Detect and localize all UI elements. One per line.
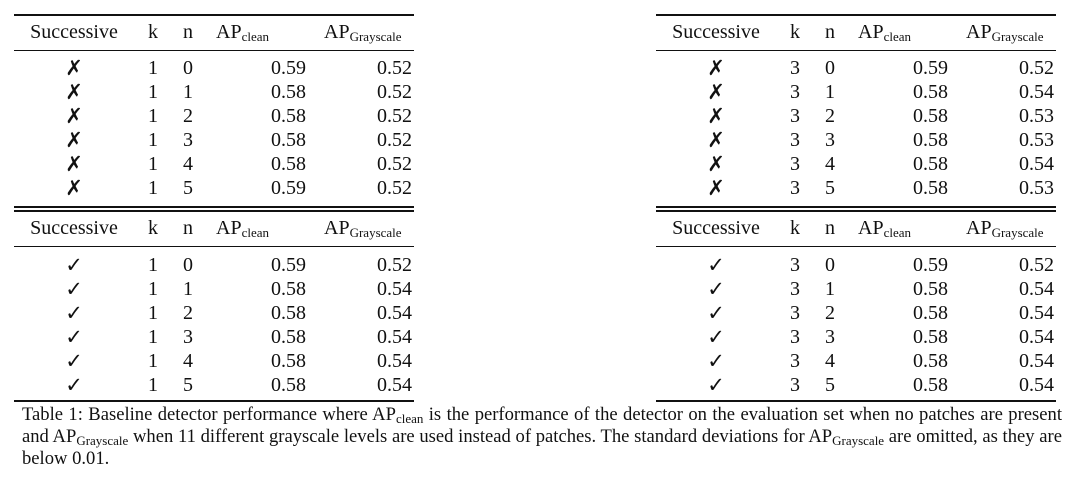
header-row bbox=[656, 216, 1056, 240]
col-ap-clean-header: $AP_{clean}$ bbox=[216, 217, 269, 240]
cell-k: 1 bbox=[148, 326, 158, 348]
cell-ap-clean: 0.58 bbox=[271, 350, 306, 372]
col-ap-grayscale-header: $AP_{Grayscale}$ bbox=[966, 217, 1044, 240]
double-rule-top bbox=[656, 206, 1056, 208]
col-ap-clean-header: $AP_{clean}$ bbox=[216, 21, 269, 44]
col-ap-grayscale-header: $AP_{Grayscale}$ bbox=[324, 21, 402, 44]
cell-k: 1 bbox=[148, 57, 158, 79]
cell-ap-grayscale: 0.54 bbox=[1019, 278, 1054, 300]
cell-ap-clean: 0.58 bbox=[913, 177, 948, 199]
table-caption: Table 1: Baseline detector performance where $AP_{clean}$ is the performance of the detector on the evaluation set when no patches are present and $AP_{Grayscale}$ when 11 different grayscale levels are used instead of patches. The standard deviations for $AP_{Grayscale}$ are omitted, as they are below 0.01. bbox=[22, 404, 1062, 469]
cell-ap-clean: 0.58 bbox=[271, 129, 306, 151]
cell-ap-grayscale: 0.54 bbox=[1019, 326, 1054, 348]
col-k-header: k bbox=[148, 21, 158, 43]
cell-k: 1 bbox=[148, 302, 158, 324]
table-row bbox=[656, 253, 1056, 277]
double-rule-bottom bbox=[656, 210, 1056, 212]
cell-k: 1 bbox=[148, 278, 158, 300]
header-row bbox=[656, 20, 1056, 44]
cell-n: 4 bbox=[183, 350, 193, 372]
col-successive-header: Successive bbox=[30, 21, 118, 43]
cell-ap-grayscale: 0.52 bbox=[377, 81, 412, 103]
table-row bbox=[656, 176, 1056, 200]
table-row bbox=[14, 152, 414, 176]
cell-k: 1 bbox=[148, 350, 158, 372]
cell-k: 1 bbox=[148, 129, 158, 151]
double-rule-bottom bbox=[14, 210, 414, 212]
cell-ap-grayscale: 0.54 bbox=[1019, 81, 1054, 103]
cell-ap-grayscale: 0.54 bbox=[1019, 350, 1054, 372]
cell-k: 3 bbox=[790, 105, 800, 127]
cross-icon: ✗ bbox=[65, 128, 83, 152]
table-row bbox=[14, 373, 414, 397]
cell-k: 3 bbox=[790, 278, 800, 300]
cell-ap-clean: 0.58 bbox=[271, 278, 306, 300]
cell-ap-clean: 0.58 bbox=[913, 350, 948, 372]
cell-ap-grayscale: 0.54 bbox=[377, 350, 412, 372]
table-row bbox=[14, 325, 414, 349]
col-k-header: k bbox=[790, 21, 800, 43]
cell-ap-clean: 0.59 bbox=[271, 254, 306, 276]
table-row bbox=[656, 80, 1056, 104]
cell-ap-clean: 0.58 bbox=[271, 153, 306, 175]
cell-k: 1 bbox=[148, 254, 158, 276]
cell-n: 3 bbox=[183, 129, 193, 151]
cell-ap-clean: 0.58 bbox=[271, 326, 306, 348]
table-row bbox=[656, 373, 1056, 397]
cell-ap-grayscale: 0.52 bbox=[377, 105, 412, 127]
bottom-rule bbox=[656, 400, 1056, 402]
cell-k: 1 bbox=[148, 105, 158, 127]
table-row bbox=[656, 152, 1056, 176]
cell-ap-grayscale: 0.52 bbox=[377, 57, 412, 79]
check-icon: ✓ bbox=[65, 277, 83, 301]
cross-icon: ✗ bbox=[707, 104, 725, 128]
cell-n: 1 bbox=[183, 278, 193, 300]
cell-n: 3 bbox=[183, 326, 193, 348]
cell-ap-grayscale: 0.52 bbox=[1019, 254, 1054, 276]
cross-icon: ✗ bbox=[707, 152, 725, 176]
table-row bbox=[656, 56, 1056, 80]
table-row bbox=[14, 128, 414, 152]
col-successive-header: Successive bbox=[672, 217, 760, 239]
cross-icon: ✗ bbox=[707, 176, 725, 200]
table-row bbox=[14, 104, 414, 128]
cell-ap-grayscale: 0.54 bbox=[1019, 374, 1054, 396]
cell-ap-grayscale: 0.52 bbox=[1019, 57, 1054, 79]
cell-k: 3 bbox=[790, 177, 800, 199]
header-row bbox=[14, 216, 414, 240]
table-row bbox=[14, 277, 414, 301]
cell-ap-clean: 0.58 bbox=[271, 105, 306, 127]
cell-ap-clean: 0.58 bbox=[913, 302, 948, 324]
cell-ap-grayscale: 0.52 bbox=[377, 254, 412, 276]
cell-k: 3 bbox=[790, 350, 800, 372]
cell-ap-grayscale: 0.54 bbox=[377, 326, 412, 348]
cell-k: 1 bbox=[148, 374, 158, 396]
col-successive-header: Successive bbox=[672, 21, 760, 43]
check-icon: ✓ bbox=[707, 349, 725, 373]
cell-n: 3 bbox=[825, 326, 835, 348]
cell-n: 5 bbox=[825, 374, 835, 396]
cell-n: 2 bbox=[183, 105, 193, 127]
cell-n: 5 bbox=[183, 374, 193, 396]
cell-n: 0 bbox=[183, 57, 193, 79]
cell-k: 3 bbox=[790, 326, 800, 348]
cell-n: 2 bbox=[183, 302, 193, 324]
col-ap-grayscale-header: $AP_{Grayscale}$ bbox=[324, 217, 402, 240]
cell-ap-clean: 0.58 bbox=[271, 374, 306, 396]
cell-ap-grayscale: 0.54 bbox=[1019, 153, 1054, 175]
table-row bbox=[14, 56, 414, 80]
cell-ap-clean: 0.59 bbox=[271, 57, 306, 79]
cell-k: 3 bbox=[790, 129, 800, 151]
cell-ap-clean: 0.59 bbox=[913, 57, 948, 79]
mid-rule bbox=[14, 246, 414, 247]
table-row bbox=[656, 128, 1056, 152]
col-k-header: k bbox=[148, 217, 158, 239]
cell-ap-clean: 0.58 bbox=[913, 129, 948, 151]
cross-icon: ✗ bbox=[65, 152, 83, 176]
cell-ap-grayscale: 0.54 bbox=[377, 278, 412, 300]
cell-n: 1 bbox=[183, 81, 193, 103]
cell-ap-grayscale: 0.54 bbox=[377, 374, 412, 396]
mid-rule bbox=[656, 246, 1056, 247]
table-row bbox=[14, 80, 414, 104]
cell-k: 3 bbox=[790, 302, 800, 324]
cell-ap-clean: 0.58 bbox=[271, 302, 306, 324]
col-n-header: n bbox=[183, 217, 193, 239]
cell-n: 2 bbox=[825, 302, 835, 324]
cell-k: 3 bbox=[790, 57, 800, 79]
cell-ap-grayscale: 0.52 bbox=[377, 153, 412, 175]
bottom-rule bbox=[14, 400, 414, 402]
cell-k: 3 bbox=[790, 81, 800, 103]
table-row bbox=[656, 349, 1056, 373]
cell-ap-grayscale: 0.53 bbox=[1019, 129, 1054, 151]
cell-k: 1 bbox=[148, 81, 158, 103]
check-icon: ✓ bbox=[65, 253, 83, 277]
cell-n: 4 bbox=[825, 350, 835, 372]
col-k-header: k bbox=[790, 217, 800, 239]
cell-n: 3 bbox=[825, 129, 835, 151]
check-icon: ✓ bbox=[707, 373, 725, 397]
cell-ap-grayscale: 0.52 bbox=[377, 177, 412, 199]
cell-ap-clean: 0.58 bbox=[913, 278, 948, 300]
cell-n: 5 bbox=[183, 177, 193, 199]
cell-n: 1 bbox=[825, 278, 835, 300]
table-row bbox=[14, 176, 414, 200]
col-successive-header: Successive bbox=[30, 217, 118, 239]
cross-icon: ✗ bbox=[65, 56, 83, 80]
cell-k: 1 bbox=[148, 177, 158, 199]
top-rule bbox=[656, 14, 1056, 16]
cell-ap-clean: 0.58 bbox=[913, 81, 948, 103]
col-ap-clean-header: $AP_{clean}$ bbox=[858, 21, 911, 44]
col-n-header: n bbox=[825, 21, 835, 43]
cell-k: 1 bbox=[148, 153, 158, 175]
table-row bbox=[14, 349, 414, 373]
cross-icon: ✗ bbox=[65, 176, 83, 200]
check-icon: ✓ bbox=[707, 253, 725, 277]
cross-icon: ✗ bbox=[65, 104, 83, 128]
top-rule bbox=[14, 14, 414, 16]
check-icon: ✓ bbox=[707, 325, 725, 349]
cross-icon: ✗ bbox=[707, 128, 725, 152]
cell-k: 3 bbox=[790, 254, 800, 276]
check-icon: ✓ bbox=[707, 277, 725, 301]
cell-n: 1 bbox=[825, 81, 835, 103]
cell-ap-clean: 0.58 bbox=[271, 81, 306, 103]
mid-rule bbox=[14, 50, 414, 51]
cell-ap-clean: 0.58 bbox=[913, 105, 948, 127]
table-row bbox=[656, 104, 1056, 128]
cell-ap-grayscale: 0.54 bbox=[377, 302, 412, 324]
check-icon: ✓ bbox=[65, 349, 83, 373]
col-n-header: n bbox=[183, 21, 193, 43]
check-icon: ✓ bbox=[65, 373, 83, 397]
check-icon: ✓ bbox=[65, 325, 83, 349]
check-icon: ✓ bbox=[65, 301, 83, 325]
cell-n: 0 bbox=[825, 57, 835, 79]
cell-ap-grayscale: 0.54 bbox=[1019, 302, 1054, 324]
mid-rule bbox=[656, 50, 1056, 51]
cross-icon: ✗ bbox=[707, 80, 725, 104]
cell-ap-clean: 0.59 bbox=[271, 177, 306, 199]
cell-n: 0 bbox=[825, 254, 835, 276]
cell-ap-clean: 0.59 bbox=[913, 254, 948, 276]
cell-ap-clean: 0.58 bbox=[913, 326, 948, 348]
cell-n: 5 bbox=[825, 177, 835, 199]
table-row bbox=[656, 325, 1056, 349]
cell-ap-grayscale: 0.53 bbox=[1019, 105, 1054, 127]
cell-n: 4 bbox=[825, 153, 835, 175]
table-row bbox=[14, 301, 414, 325]
check-icon: ✓ bbox=[707, 301, 725, 325]
cell-ap-grayscale: 0.53 bbox=[1019, 177, 1054, 199]
header-row bbox=[14, 20, 414, 44]
cell-ap-grayscale: 0.52 bbox=[377, 129, 412, 151]
cell-n: 2 bbox=[825, 105, 835, 127]
cell-ap-clean: 0.58 bbox=[913, 374, 948, 396]
cross-icon: ✗ bbox=[65, 80, 83, 104]
cross-icon: ✗ bbox=[707, 56, 725, 80]
table-row bbox=[14, 253, 414, 277]
col-n-header: n bbox=[825, 217, 835, 239]
cell-k: 3 bbox=[790, 374, 800, 396]
double-rule-top bbox=[14, 206, 414, 208]
table-row bbox=[656, 277, 1056, 301]
cell-ap-clean: 0.58 bbox=[913, 153, 948, 175]
cell-n: 0 bbox=[183, 254, 193, 276]
col-ap-clean-header: $AP_{clean}$ bbox=[858, 217, 911, 240]
cell-n: 4 bbox=[183, 153, 193, 175]
table-row bbox=[656, 301, 1056, 325]
cell-k: 3 bbox=[790, 153, 800, 175]
col-ap-grayscale-header: $AP_{Grayscale}$ bbox=[966, 21, 1044, 44]
